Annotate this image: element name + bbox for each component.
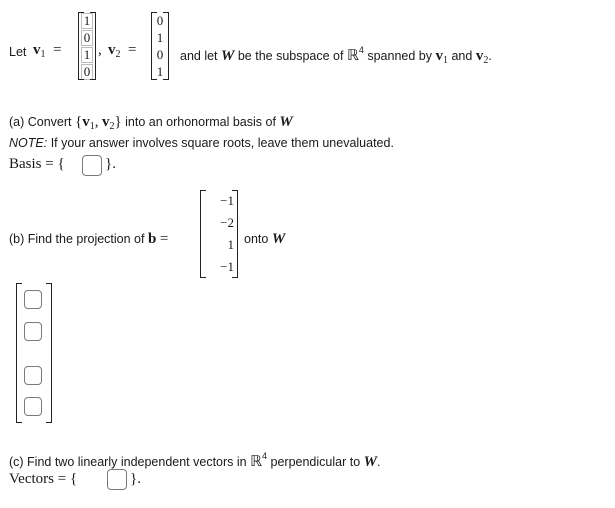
- projection-input-1[interactable]: [24, 290, 42, 309]
- v1-matrix: [78, 12, 96, 80]
- b-entry: −2: [220, 215, 234, 230]
- v2-entry: 1: [156, 30, 164, 45]
- vectors-input[interactable]: [107, 469, 127, 490]
- v1-entry: 0: [79, 29, 95, 46]
- intro-sentence: and let W be the subspace of ℝ$^4$ spanned by $v_1$ and $v_2$.: [180, 45, 492, 66]
- basis-input[interactable]: [82, 155, 102, 176]
- v2-entry: 0: [156, 13, 164, 28]
- v2-entry: 0: [156, 47, 164, 62]
- b-entry: −1: [220, 259, 234, 274]
- v1-entry: 0: [79, 63, 95, 80]
- v2-entry: 1: [156, 64, 164, 79]
- part-a-prompt: (a) Convert {$v_1$, $v_2$} into an orhonormal basis of W: [9, 114, 293, 132]
- v2-label: $v_2$: [108, 42, 121, 60]
- vectors-label: Vectors: [9, 471, 54, 487]
- let-text: Let: [9, 45, 27, 59]
- v1-entry: 1: [79, 12, 95, 29]
- v1-equals: =: [53, 42, 62, 58]
- vectors-row: Vectors = {: [9, 471, 78, 487]
- part-b-prompt: (b) Find the projection of b =: [9, 231, 169, 247]
- v1-label: $v_1$: [33, 42, 46, 60]
- v1-entry: 1: [79, 46, 95, 63]
- v2-matrix: [151, 12, 169, 80]
- part-a-note: NOTE: If your answer involves square roots, leave them unevaluated.: [9, 136, 394, 150]
- comma: ,: [98, 42, 102, 58]
- projection-input-2[interactable]: [24, 322, 42, 341]
- vectors-close: }.: [130, 471, 141, 487]
- basis-row: Basis = {: [9, 156, 65, 172]
- part-c-prompt: (c) Find two linearly independent vectors in ℝ$^4$ perpendicular to W.: [9, 451, 381, 470]
- b-vector-matrix: [200, 190, 238, 278]
- projection-input-4[interactable]: [24, 397, 42, 416]
- b-entry: −1: [220, 193, 234, 208]
- basis-close: }.: [105, 156, 116, 172]
- b-entry: 1: [227, 237, 234, 252]
- v2-equals: =: [128, 42, 137, 58]
- basis-label: Basis: [9, 156, 42, 172]
- projection-input-3[interactable]: [24, 366, 42, 385]
- part-b-onto: onto W: [244, 231, 286, 247]
